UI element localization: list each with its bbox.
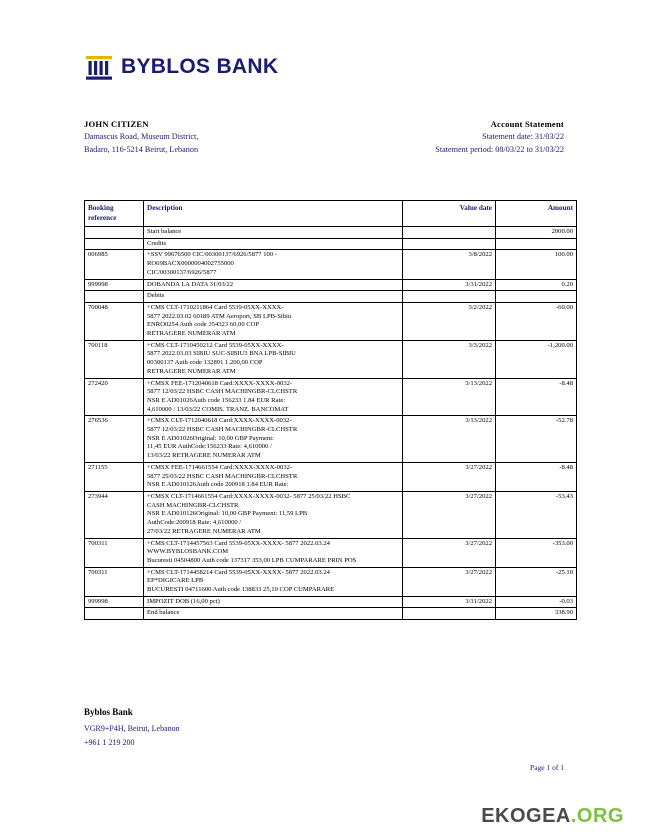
cell-value-date: 3/13/2022 bbox=[403, 416, 496, 463]
page-number: Page 1 of 1 bbox=[530, 763, 564, 772]
table-row bbox=[85, 416, 577, 463]
description-line: ENRO0254 Auth code 354323 60,00 COP bbox=[147, 321, 260, 329]
table-row bbox=[85, 291, 577, 303]
table-row bbox=[85, 238, 577, 250]
statement-date: Statement date: 31/03/22 bbox=[482, 132, 564, 142]
statement-title: Account Statement bbox=[490, 119, 564, 129]
table-header-row bbox=[85, 201, 577, 227]
cell-reference: 276536 bbox=[85, 416, 144, 463]
cell-amount: -8.48 bbox=[496, 462, 577, 491]
description-line: +SSV 99676500 CIC/00300137/6926/5877 100 - bbox=[147, 251, 277, 259]
description-line: End balance bbox=[147, 609, 180, 617]
footer-address: VGR9+P4H, Beirut, Lebanon bbox=[84, 724, 180, 734]
cell-reference: 700311 bbox=[85, 538, 144, 567]
cell-value-date: 3/31/2022 bbox=[403, 596, 496, 608]
table-header bbox=[85, 201, 577, 227]
cell-value-date bbox=[403, 227, 496, 239]
column-header-amount: Amount bbox=[496, 201, 577, 227]
cell-reference: 271155 bbox=[85, 462, 144, 491]
bank-logo bbox=[84, 52, 278, 82]
description-line: +CMSX CLT-1714661554 Card:XXXX-XXXX-0032- 5877 25/03/22 HSBC bbox=[147, 492, 351, 500]
description-line: Bucuresti 04504800 Auth code 137317 353,00 LPB CUMPARARE PRIN POS bbox=[147, 556, 357, 564]
cell-amount: -52.78 bbox=[496, 416, 577, 463]
cell-description bbox=[144, 416, 403, 463]
cell-amount: 0.20 bbox=[496, 279, 577, 291]
cell-value-date: 3/31/2022 bbox=[403, 279, 496, 291]
cell-amount: -8.48 bbox=[496, 378, 577, 416]
description-line: BUCURESTI 04711600 Auth code 138833 25,10 COP CUMPARARE bbox=[147, 586, 335, 594]
watermark-main: EKOGEA bbox=[481, 805, 571, 827]
cell-reference: 006985 bbox=[85, 250, 144, 279]
cell-description bbox=[144, 279, 403, 291]
cell-value-date bbox=[403, 608, 496, 620]
description-line: +CMSX FEE-1714661554 Card:XXXX-XXXX-0032- bbox=[147, 463, 293, 471]
cell-description bbox=[144, 596, 403, 608]
transactions-table bbox=[84, 200, 577, 620]
description-line: 11,45 EUR AuthCode:156233 Rate: 4,610000 / bbox=[147, 443, 272, 451]
description-line: EP*DIGICARE LPB bbox=[147, 577, 204, 585]
description-line: CIC/00300137/6926/5877 bbox=[147, 268, 217, 276]
description-line: RETRAGERE NUMERAR ATM bbox=[147, 367, 236, 375]
table-row bbox=[85, 462, 577, 491]
footer-block bbox=[84, 705, 180, 749]
description-line: IMPOZIT DOB (16,00 pct) bbox=[147, 597, 220, 605]
description-line: NSR E AD01026Auth code 156233 1.84 EUR Rate: bbox=[147, 396, 286, 404]
watermark-suffix: .ORG bbox=[570, 805, 624, 827]
cell-reference: 999998 bbox=[85, 279, 144, 291]
description-line: 4,610000 / 13/03/22 COMIS. TRANZ. BANCOMAT bbox=[147, 405, 289, 413]
description-line: RO69BACX0000004002755000 bbox=[147, 260, 234, 268]
cell-value-date: 3/27/2022 bbox=[403, 491, 496, 538]
footer-phone: +961 1 219 200 bbox=[84, 737, 135, 747]
table-row bbox=[85, 250, 577, 279]
cell-amount: -353.00 bbox=[496, 538, 577, 567]
table-row bbox=[85, 279, 577, 291]
description-line: NSR E AD01026Original: 10,00 GBP Payment: bbox=[147, 434, 274, 442]
table-row bbox=[85, 567, 577, 596]
cell-reference: 273944 bbox=[85, 491, 144, 538]
cell-amount bbox=[496, 291, 577, 303]
table-row bbox=[85, 491, 577, 538]
description-line: RETRAGERE NUMERAR ATM bbox=[147, 330, 236, 338]
cell-description bbox=[144, 491, 403, 538]
description-line: WWW.BYBLOSBANK.COM bbox=[147, 548, 229, 556]
description-line: 5877 12/03/22 HSBC CASH MACHINGBR-CLCHSTR bbox=[147, 426, 298, 434]
cell-reference bbox=[85, 291, 144, 303]
cell-value-date bbox=[403, 238, 496, 250]
cell-reference bbox=[85, 238, 144, 250]
cell-description bbox=[144, 462, 403, 491]
cell-description bbox=[144, 291, 403, 303]
cell-description bbox=[144, 238, 403, 250]
customer-name: JOHN CITIZEN bbox=[84, 119, 149, 129]
description-line: 5877 2022.03.03 SIBIU SUC-SIBIU3 BNA LPB-SIBIU bbox=[147, 350, 296, 358]
description-line: 5877 25/03/22 HSBC CASH MACHINGBR-CLCHSTR bbox=[147, 472, 298, 480]
statement-info bbox=[435, 118, 564, 157]
cell-value-date: 3/27/2022 bbox=[403, 462, 496, 491]
table-row bbox=[85, 596, 577, 608]
cell-description bbox=[144, 340, 403, 378]
transactions-table-wrap bbox=[84, 200, 573, 620]
description-line: +CMS CLT-1714457563 Card 5539-05XX-XXXX- 5877 2022.03.24 bbox=[147, 539, 330, 547]
cell-reference: 999998 bbox=[85, 596, 144, 608]
column-header-reference: Booking reference bbox=[85, 201, 144, 227]
cell-reference: 700311 bbox=[85, 567, 144, 596]
cell-value-date: 3/8/2022 bbox=[403, 250, 496, 279]
description-line: +CMS CLT-1710211864 Card 5539-05XX-XXXX- bbox=[147, 303, 284, 311]
cell-amount: -25.10 bbox=[496, 567, 577, 596]
column-header-description: Description bbox=[144, 201, 403, 227]
cell-amount: -1,200.00 bbox=[496, 340, 577, 378]
column-header-value-date: Value date bbox=[403, 201, 496, 227]
description-line: Credits bbox=[147, 239, 167, 247]
description-line: AuthCode:200918 Rate: 4,610000 / bbox=[147, 519, 242, 527]
customer-address-line1: Damascus Road, Museum District, bbox=[84, 132, 199, 142]
footer-bank-name: Byblos Bank bbox=[84, 707, 133, 717]
description-line: NSR E AD010126Auth code 200918 1.84 EUR Rate: bbox=[147, 481, 289, 489]
description-line: 5877 12/03/22 HSBC CASH MACHINGBR-CLCHSTR bbox=[147, 388, 298, 396]
cell-description bbox=[144, 608, 403, 620]
description-line: +CMSX CLT-1712040618 Card:XXXX-XXXX-0032- bbox=[147, 417, 292, 425]
description-line: Debits bbox=[147, 292, 165, 300]
description-line: +CMS CLT-1714458214 Card 5539-05XX-XXXX- 5877 2022.03.24 bbox=[147, 568, 330, 576]
customer-address-line2: Badaro, 116-5214 Beirut, Lebanon bbox=[84, 145, 199, 155]
description-line: +CMS CLT-1710450212 Card 5539-05XX-XXXX- bbox=[147, 341, 284, 349]
cell-reference: 700048 bbox=[85, 302, 144, 340]
cell-description bbox=[144, 227, 403, 239]
cell-amount: 2000.00 bbox=[496, 227, 577, 239]
bank-name: BYBLOS BANK bbox=[121, 55, 279, 78]
statement-period: Statement period: 08/03/22 to 31/03/22 bbox=[435, 145, 564, 155]
description-line: 13/03/22 RETRAGERE NUMERAR ATM bbox=[147, 452, 261, 460]
cell-value-date bbox=[403, 291, 496, 303]
table-row bbox=[85, 302, 577, 340]
cell-description bbox=[144, 302, 403, 340]
byblos-column-icon bbox=[84, 52, 114, 82]
description-line: 27/03/22 RETRAGERE NUMERAR ATM bbox=[147, 527, 261, 535]
cell-amount: -60.00 bbox=[496, 302, 577, 340]
description-line: NSR E AD010126Original: 10,00 GBP Payment: 11,59 LPB bbox=[147, 510, 308, 518]
description-line: +CMSX FEE-1712040618 Card:XXXX-XXXX-0032- bbox=[147, 379, 293, 387]
cell-description bbox=[144, 538, 403, 567]
table-row bbox=[85, 608, 577, 620]
cell-amount: 338.90 bbox=[496, 608, 577, 620]
table-row bbox=[85, 340, 577, 378]
cell-amount: 100.00 bbox=[496, 250, 577, 279]
description-line: 5877 2022.03.02 60189 ATM Aeroport, SB LPB-Sibiu bbox=[147, 312, 292, 320]
cell-description bbox=[144, 567, 403, 596]
table-body bbox=[85, 227, 577, 620]
cell-value-date: 3/27/2022 bbox=[403, 567, 496, 596]
description-line: DOBANDA LA DATA 31/03/22 bbox=[147, 280, 234, 288]
description-line: CASH MACHINGBR-CLCHSTR bbox=[147, 501, 239, 509]
cell-value-date: 3/13/2022 bbox=[403, 378, 496, 416]
table-row bbox=[85, 227, 577, 239]
cell-reference bbox=[85, 227, 144, 239]
table-row bbox=[85, 378, 577, 416]
cell-value-date: 3/27/2022 bbox=[403, 538, 496, 567]
cell-description bbox=[144, 250, 403, 279]
table-row bbox=[85, 538, 577, 567]
description-line: 00300137 Auth code 132891 1.200,00 COP bbox=[147, 359, 263, 367]
cell-value-date: 3/2/2022 bbox=[403, 302, 496, 340]
cell-reference bbox=[85, 608, 144, 620]
cell-reference: 700118 bbox=[85, 340, 144, 378]
cell-amount bbox=[496, 238, 577, 250]
watermark bbox=[481, 805, 624, 828]
cell-amount: -0.03 bbox=[496, 596, 577, 608]
cell-amount: -53.43 bbox=[496, 491, 577, 538]
customer-block bbox=[84, 118, 198, 157]
cell-reference: 272420 bbox=[85, 378, 144, 416]
cell-description bbox=[144, 378, 403, 416]
description-line: Start balance bbox=[147, 228, 182, 235]
cell-value-date: 3/3/2022 bbox=[403, 340, 496, 378]
